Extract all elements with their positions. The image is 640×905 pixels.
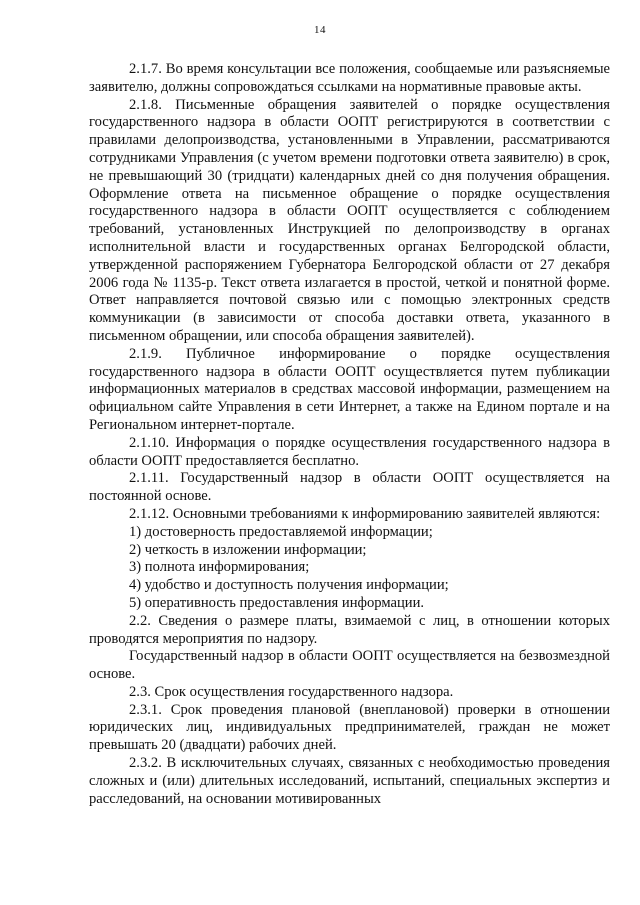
paragraph-2-3-2: 2.3.2. В исключительных случаях, связанных с необходимостью проведения сложных и (или) длительных исследований, испытаний, специальных экспертиз и расследований, на основании мотивированных [89, 755, 610, 807]
requirement-item: 5) оперативность предоставления информации. [129, 594, 425, 611]
paragraph-2-1-7: 2.1.7. Во время консультации все положения, сообщаемые или разъясняемые заявителю, должны сопровождаться ссылками на нормативные правовые акты. [89, 61, 610, 95]
requirement-item: 1) достоверность предоставляемой информации; [129, 523, 433, 540]
requirement-item: 4) удобство и доступность получения информации; [129, 577, 449, 594]
paragraph-2-2: 2.2. Сведения о размере платы, взимаемой с лиц, в отношении которых проводятся мероприятия по надзору. [89, 612, 610, 647]
page-number: 14 [314, 24, 326, 36]
requirement-item: 3) полнота информирования; [129, 559, 310, 576]
requirement-item: 2) четкость в изложении информации; [129, 541, 367, 558]
paragraph-2-3: 2.3. Срок осуществления государственного надзора. [129, 683, 454, 700]
paragraph-2-3-1: 2.3.1. Срок проведения плановой (внеплановой) проверки в отношении юридических лиц, индивидуальных предпринимателей, граждан не может превышать 20 (двадцати) рабочих дней. [89, 701, 610, 754]
paragraph-2-1-12: 2.1.12. Основными требованиями к информированию заявителей являются: [129, 505, 601, 522]
paragraph-2-2-body: Государственный надзор в области ООПТ осуществляется на безвозмездной основе. [89, 648, 610, 683]
paragraph-2-1-10: 2.1.10. Информация о порядке осуществления государственного надзора в области ООПТ предоставляется бесплатно. [89, 434, 610, 469]
document-body [89, 61, 610, 808]
paragraph-2-1-11: 2.1.11. Государственный надзор в области ООПТ осуществляется на постоянной основе. [89, 470, 610, 505]
paragraph-2-1-8: 2.1.8. Письменные обращения заявителей о порядке осуществления государственного надзора в области ООПТ регистрируются в соответствии с правилами делопроизводства, установленными в Управлении, рассматриваются сотрудниками Управления (с учетом времени подготовки ответа заявителю) в срок, не превышающий 30 (тридцати) календарных дней со дня получения обращения. Оформление ответа на письменное обращение о порядке осуществления государственного надзора в области ООПТ осуществляется с соблюдением требований, установленных Инструкцией по делопроизводству в органах исполнительной власти и государственных органах Белгородской области, утвержденной распоряжением Губернатора Белгородской области от 27 декабря 2006 года № 1135-р. Текст ответа излагается в простой, четкой и понятной форме. Ответ направляется почтовой связью или с помощью электронных средств коммуникации (в зависимости от способа доставки ответа, указанного в письменном обращении, или способа обращения заявителей). [89, 96, 610, 344]
paragraph-2-1-9: 2.1.9. Публичное информирование о порядке осуществления государственного надзора в области ООПТ осуществляется путем публикации информационных материалов в средствах массовой информации, размещением на официальном сайте Управления в сети Интернет, а также на Едином портале и на Региональном интернет-портале. [89, 345, 610, 433]
